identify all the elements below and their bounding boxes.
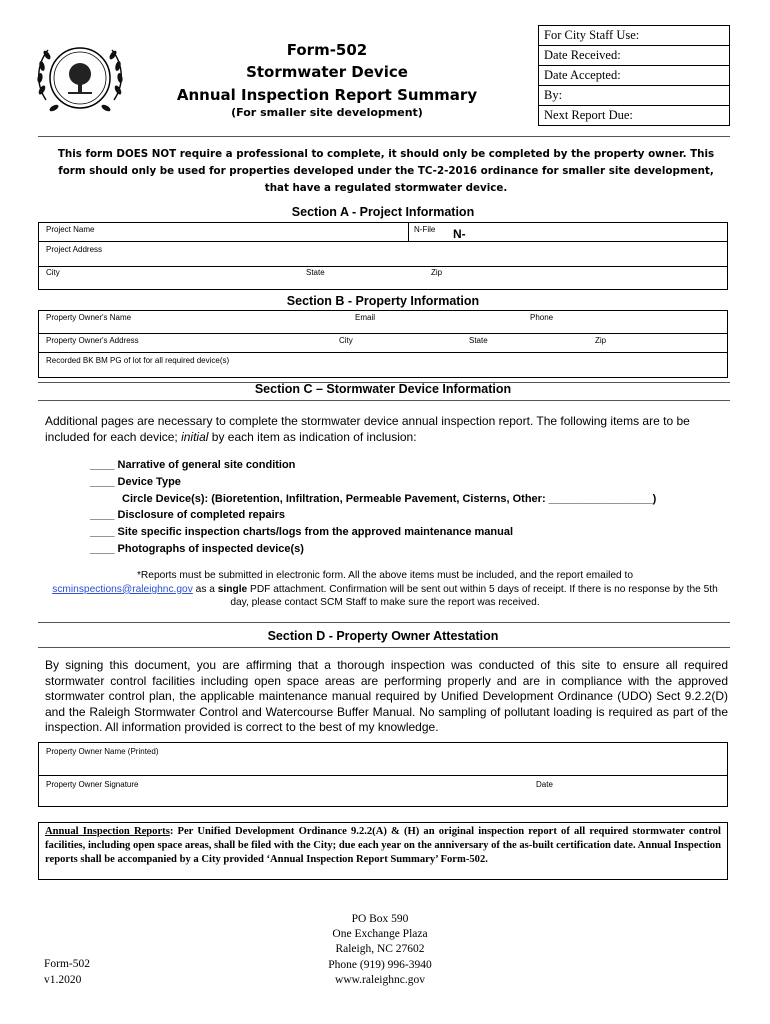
owner-zip-label: Zip [595, 336, 607, 345]
project-name-label: Project Name [46, 225, 95, 234]
initial-italic: initial [181, 429, 209, 444]
next-report-due-field[interactable]: Next Report Due: [544, 108, 633, 122]
nfile-value: N- [453, 227, 466, 241]
form-title-line1: Stormwater Device [246, 63, 408, 81]
legal-lead: Annual Inspection Reports [45, 826, 170, 837]
circle-devices-line[interactable]: Circle Device(s): (Bioretention, Infiltration, Permeable Pavement, Cisterns, Other: _________________) [122, 492, 657, 505]
inclusion-checklist [90, 457, 656, 558]
owner-name-row[interactable] [38, 310, 728, 334]
checklist-item[interactable]: ____ Disclosure of completed repairs [90, 509, 286, 522]
footer-form-number: Form-502 [44, 958, 90, 970]
intro-notice: This form DOES NOT require a professional to complete, it should only be completed by the property owner. This form should only be used for properties developed under the TC-2-2016 ordinance for smaller site development, that have a regulated stormwater device. [57, 148, 715, 194]
section-d-heading: Section D - Property Owner Attestation [267, 629, 499, 643]
owner-printed-name-field[interactable] [38, 742, 728, 776]
state-label: State [306, 268, 325, 277]
form-footer [44, 956, 90, 988]
form-number-title: Form-502 [286, 41, 368, 59]
submission-note: *Reports must be submitted in electronic form. All the above items must be included, and the report emailed to scminspections@raleighnc.gov as a single PDF attachment. Confirmation will be sent out within 5 days of receipt. If there is no response by the 5th day, please contact SCM Staff to make sure the report was received. [52, 570, 718, 609]
attestation-paragraph: By signing this document, you are affirming that a thorough inspection was conducted of this site to ensure all required stormwater control facilities including open space areas are performing properly and are in compliance with the approved stormwater control plan, the applicable maintenance manual required by Unified Development Ordinance (UDO) Sect 9.2.2(D) and the Raleigh Stormwater Control and Watercourse Buffer Manual. No sampling of pollutant loading is required as part of the inspection. All information provided is correct to the best of my knowledge. [45, 658, 728, 735]
footer-version: v1.2020 [44, 974, 82, 986]
website-link[interactable]: www.raleighnc.gov [335, 973, 425, 986]
zip-label: Zip [431, 268, 443, 277]
section-b-heading: Section B - Property Information [286, 294, 480, 308]
form-subtitle: (For smaller site development) [231, 106, 423, 119]
date-received-field[interactable]: Date Received: [539, 46, 729, 66]
checklist-item[interactable]: ____ Device Type [90, 475, 181, 488]
owner-signature-label: Property Owner Signature [46, 780, 139, 789]
project-city-row[interactable] [38, 266, 728, 290]
email-label: Email [355, 313, 376, 322]
project-address-field[interactable] [38, 241, 728, 267]
owner-signature-row[interactable] [38, 775, 728, 807]
nfile-field[interactable] [408, 222, 728, 242]
owner-address-label: Property Owner's Address [46, 336, 139, 345]
checklist-item[interactable]: ____ Site specific inspection charts/logs from the approved maintenance manual [90, 526, 514, 539]
owner-printed-name-label: Property Owner Name (Printed) [46, 747, 159, 756]
owner-address-row[interactable] [38, 333, 728, 353]
phone-label: Phone [530, 313, 554, 322]
email-link[interactable]: scminspections@raleighnc.gov [52, 583, 193, 595]
owner-state-label: State [469, 336, 488, 345]
city-label: City [46, 268, 60, 277]
nfile-label: N-File [414, 225, 436, 234]
section-c-underline [38, 400, 730, 401]
checklist-item[interactable]: ____ Narrative of general site condition [90, 459, 296, 471]
section-c-heading: Section C – Stormwater Device Information [254, 382, 512, 396]
date-accepted-field[interactable]: Date Accepted: [539, 66, 729, 86]
owner-city-label: City [339, 336, 353, 345]
annual-inspection-legal-notice: Annual Inspection Reports: Per Unified Development Ordinance 9.2.2(A) & (H) an original inspection report of all required stormwater control facilities, including open space areas, shall be filed with the City; due each year on the anniversary of the as-built certification date. Annual Inspection reports shall be accompanied by a City provided ‘Annual Inspection Report Summary’ Form-502. [38, 822, 728, 880]
project-address-label: Project Address [46, 245, 103, 254]
signature-date-label: Date [536, 780, 553, 789]
city-address-block: PO Box 590 One Exchange Plaza Raleigh, NC 27602 Phone (919) 996-3940 www.raleighnc.gov [280, 912, 480, 988]
by-field[interactable]: By: [539, 86, 729, 106]
section-a-heading: Section A - Project Information [291, 205, 475, 219]
form-title-line2: Annual Inspection Report Summary [176, 86, 478, 104]
section-c-instructions: Additional pages are necessary to complete the stormwater device annual inspection report. The following items are to be included for each device; initial by each item as indication of inclusion: [45, 414, 690, 444]
checklist-item[interactable]: ____ Photographs of inspected device(s) [90, 542, 304, 555]
staff-heading: For City Staff Use: [539, 26, 729, 46]
header-divider [38, 136, 730, 137]
city-seal-logo [32, 30, 128, 126]
city-staff-use-box [538, 25, 730, 126]
section-d-underline [38, 647, 730, 648]
recorded-lot-field[interactable] [38, 352, 728, 378]
owner-name-label: Property Owner's Name [46, 313, 132, 322]
section-d-divider [38, 622, 730, 623]
recorded-lot-label: Recorded BK BM PG of lot for all required device(s) [46, 356, 230, 365]
